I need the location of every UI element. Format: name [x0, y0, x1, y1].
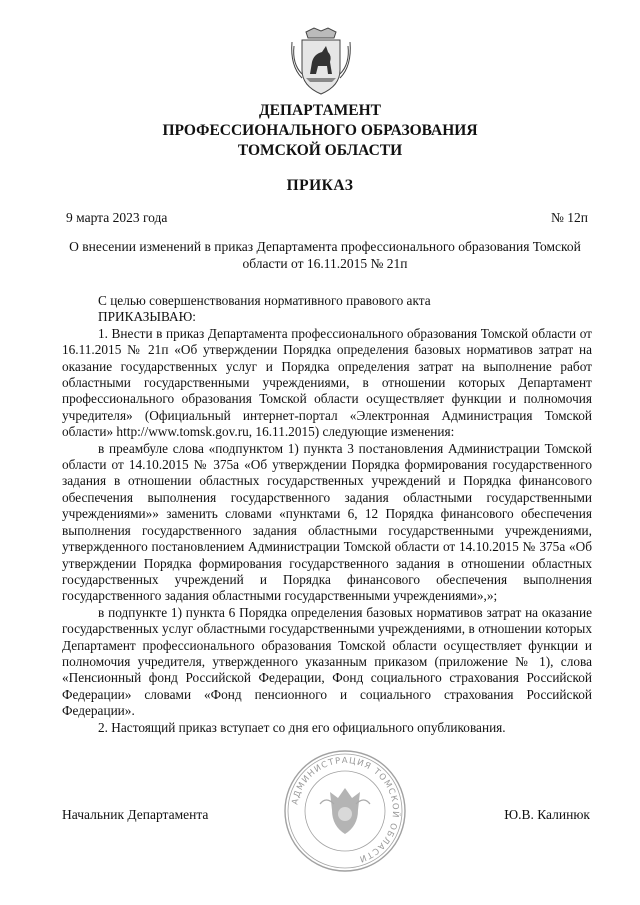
department-line: ТОМСКОЙ ОБЛАСТИ — [237, 142, 403, 159]
order-word: ПРИКАЗЫВАЮ: — [98, 309, 196, 325]
order-date: 9 марта 2023 года — [66, 210, 168, 225]
order-subject: О внесении изменений в приказ Департамента профессионального образования Томской области от 16.11.2015 № 21п — [69, 239, 581, 271]
item-1a-paragraph: в преамбуле слова «подпунктом 1) пункта 3 постановления Администрации Томской области от 14.10.2015 № 375а «Об утверждении Порядка формирования государственного задания в отношении областных государственных учреждений и Порядка финансового обеспечения выполнения государственного задания областными государственными учреждениями»» заменить словами «пунктами 6, 12 Порядка финансового обеспечения выполнения государственного задания областными государственными учреждениями, утвержденного постановлением Администрации Томской области от 14.10.2015 № 375а «Об утверждении Порядка формирования государственного задания в отношении областных государственных учреждений и Порядка финансового обеспечения выполнения государственного задания областными государственными учреждениями»,»; — [62, 440, 592, 604]
official-round-seal-icon — [282, 748, 408, 874]
department-line: ПРОФЕССИОНАЛЬНОГО ОБРАЗОВАНИЯ — [162, 122, 478, 139]
item-2-paragraph: 2. Настоящий приказ вступает со дня его официального опубликования. — [98, 719, 506, 735]
tomsk-region-coat-of-arms-icon — [288, 26, 354, 98]
intro-paragraph: С целью совершенствования нормативного правового акта — [98, 293, 431, 308]
item-1-paragraph: 1. Внести в приказ Департамента профессионального образования Томской области от 16.11.2015 № 21п «Об утверждении Порядка определения базовых нормативов затрат на оказание государственных услуг и Порядка определения затрат на выполнение работ областными государственными учреждениями, в отношении которых Департамент профессионального образования Томской области осуществляет функции и полномочия учредителя» (Официальный интернет-портал «Электронная Администрация Томской области» http://www.tomsk.gov.ru, 16.11.2015) следующие изменения: — [62, 325, 592, 440]
department-name — [0, 101, 640, 161]
order-number: № 12п — [551, 210, 588, 225]
department-line: ДЕПАРТАМЕНТ — [258, 102, 382, 119]
signatory-name: Ю.В. Калинюк — [504, 807, 590, 822]
order-body — [62, 293, 592, 736]
seal-ring-text: АДМИНИСТРАЦИЯ ТОМСКОЙ ОБЛАСТИ — [290, 755, 401, 864]
document-type: ПРИКАЗ — [286, 177, 354, 194]
signatory-position: Начальник Департамента — [62, 807, 209, 822]
item-1b-paragraph: в подпункте 1) пункта 6 Порядка определения базовых нормативов затрат на оказание государственных услуг областными государственными учреждениями, в отношении которых Департамент профессионального образования Томской области осуществляет функции и полномочия учредителя, утвержденного указанным приказом (приложение № 1), слова «Пенсионный фонд Российской Федерации, Фонд социального страхования Российской Федерации» словами «Фонд пенсионного и социального страхования Российской Федерации». — [62, 604, 592, 719]
